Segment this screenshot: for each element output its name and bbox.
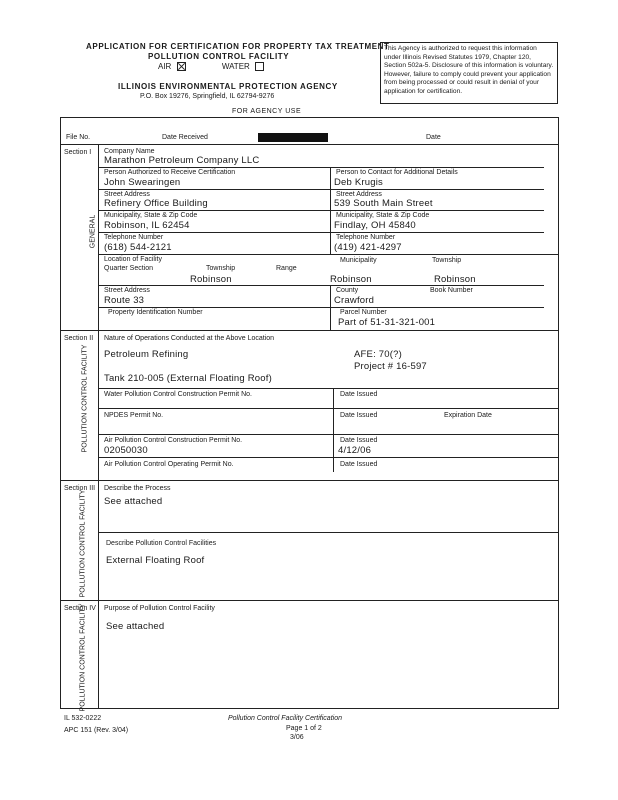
street-label: Street Address bbox=[104, 191, 150, 198]
air-construction-value: 02050030 bbox=[104, 445, 148, 456]
footer-title: Pollution Control Facility Certification bbox=[228, 715, 342, 722]
expiration-label: Expiration Date bbox=[444, 412, 492, 419]
npdes-label: NPDES Permit No. bbox=[104, 412, 164, 419]
footer-date: 3/06 bbox=[290, 734, 304, 741]
describe-process-label: Describe the Process bbox=[104, 485, 171, 492]
township2-value: Robinson bbox=[434, 274, 476, 285]
street2-label: Street Address bbox=[336, 191, 382, 198]
page-indicator: Page 1 of 2 bbox=[286, 725, 322, 732]
redacted-block bbox=[258, 133, 328, 142]
phone-value: (618) 544-2121 bbox=[104, 242, 172, 253]
section-2-side-label: POLLUTION CONTROL FACILITY bbox=[81, 344, 89, 453]
tank-value: Tank 210-005 (External Floating Roof) bbox=[104, 373, 272, 384]
section-4-label: Section IV bbox=[64, 605, 96, 612]
nature-label: Nature of Operations Conducted at the Above Location bbox=[104, 335, 275, 342]
municipality-label: Municipality bbox=[340, 257, 377, 264]
air-checkbox[interactable] bbox=[177, 62, 186, 71]
agency-name: ILLINOIS ENVIRONMENTAL PROTECTION AGENCY bbox=[118, 82, 338, 91]
phone2-value: (419) 421-4297 bbox=[334, 242, 402, 253]
date-issued3-value: 4/12/06 bbox=[338, 445, 372, 456]
air-construction-label: Air Pollution Control Construction Permit No. bbox=[104, 437, 243, 444]
air-label: AIR bbox=[158, 62, 172, 71]
authorized-person-value: John Swearingen bbox=[104, 177, 181, 188]
media-checkboxes bbox=[158, 62, 264, 72]
range-label: Range bbox=[276, 265, 297, 272]
date-issued2-label: Date Issued bbox=[340, 412, 378, 419]
quarter-section-label: Quarter Section bbox=[104, 265, 154, 272]
agency-address: P.O. Box 19276, Springfield, IL 62794-9276 bbox=[140, 93, 275, 100]
water-permit-label: Water Pollution Control Construction Permit No. bbox=[104, 391, 252, 398]
authorized-person-label: Person Authorized to Receive Certification bbox=[104, 169, 236, 176]
form-title: APPLICATION FOR CERTIFICATION FOR PROPERTY TAX TREATMENT bbox=[86, 42, 390, 51]
contact-person-label: Person to Contact for Additional Details bbox=[336, 169, 458, 176]
street2-value: 539 South Main Street bbox=[334, 198, 433, 209]
form-subtitle: POLLUTION CONTROL FACILITY bbox=[148, 52, 290, 61]
form-number: IL 532-0222 bbox=[64, 715, 102, 722]
township-label: Township bbox=[206, 265, 236, 272]
pc-facilities-value: External Floating Roof bbox=[106, 555, 205, 566]
street3-label: Street Address bbox=[104, 287, 150, 294]
phone-label: Telephone Number bbox=[104, 234, 164, 241]
water-label: WATER bbox=[221, 62, 250, 71]
parcel-value: Part of 51-31-321-001 bbox=[338, 317, 436, 328]
water-checkbox[interactable] bbox=[255, 62, 264, 71]
company-name-label: Company Name bbox=[104, 148, 155, 155]
property-id-label: Property Identification Number bbox=[108, 309, 203, 316]
section-2-label: Section II bbox=[64, 335, 94, 342]
book-number-label: Book Number bbox=[430, 287, 473, 294]
township2-label: Township bbox=[432, 257, 462, 264]
section-3-label: Section III bbox=[64, 485, 96, 492]
date-issued4-label: Date Issued bbox=[340, 461, 378, 468]
air-operating-label: Air Pollution Control Operating Permit No. bbox=[104, 461, 234, 468]
nature-value: Petroleum Refining bbox=[104, 349, 189, 360]
company-name-value: Marathon Petroleum Company LLC bbox=[104, 155, 260, 166]
date-issued-label: Date Issued bbox=[340, 391, 378, 398]
contact-person-value: Deb Krugis bbox=[334, 177, 383, 188]
city2-value: Findlay, OH 45840 bbox=[334, 220, 416, 231]
date-label: Date bbox=[426, 134, 441, 141]
township-value: Robinson bbox=[190, 274, 232, 285]
county-value: Crawford bbox=[334, 295, 375, 306]
date-issued3-label: Date Issued bbox=[340, 437, 378, 444]
privacy-notice: This Agency is authorized to request this information under Illinois Revised Statutes 1979, Chapter 120, Section 502a-5. Disclosure of this information is voluntary. However, failure to comply could prevent your application from being processed or could result in denial of your application for certification. bbox=[380, 42, 558, 104]
location-label: Location of Facility bbox=[104, 256, 162, 263]
date-received-label: Date Received bbox=[162, 134, 208, 141]
project-value: Project # 16-597 bbox=[354, 361, 427, 372]
municipality-value: Robinson bbox=[330, 274, 372, 285]
county-label: County bbox=[336, 287, 359, 294]
purpose-label: Purpose of Pollution Control Facility bbox=[104, 605, 215, 612]
purpose-value: See attached bbox=[106, 621, 165, 632]
section-1-side-label: GENERAL bbox=[89, 214, 97, 249]
section-1-label: Section I bbox=[64, 149, 92, 156]
form-revision: APC 151 (Rev. 3/04) bbox=[64, 727, 129, 734]
street3-value: Route 33 bbox=[104, 295, 145, 306]
describe-process-value: See attached bbox=[104, 496, 163, 507]
section-3-side-label: POLLUTION CONTROL FACILITY bbox=[79, 489, 87, 598]
city2-label: Municipality, State & Zip Code bbox=[336, 212, 430, 219]
parcel-label: Parcel Number bbox=[340, 309, 387, 316]
phone2-label: Telephone Number bbox=[336, 234, 396, 241]
section-4-side-label: POLLUTION CONTROL FACILITY bbox=[79, 603, 87, 712]
pc-facilities-label: Describe Pollution Control Facilities bbox=[106, 540, 217, 547]
street-value: Refinery Office Building bbox=[104, 198, 208, 209]
file-no-label: File No. bbox=[66, 134, 91, 141]
agency-use-heading: FOR AGENCY USE bbox=[232, 108, 302, 115]
city-value: Robinson, IL 62454 bbox=[104, 220, 190, 231]
afe-value: AFE: 70(?) bbox=[354, 349, 402, 360]
city-label: Municipality, State & Zip Code bbox=[104, 212, 198, 219]
